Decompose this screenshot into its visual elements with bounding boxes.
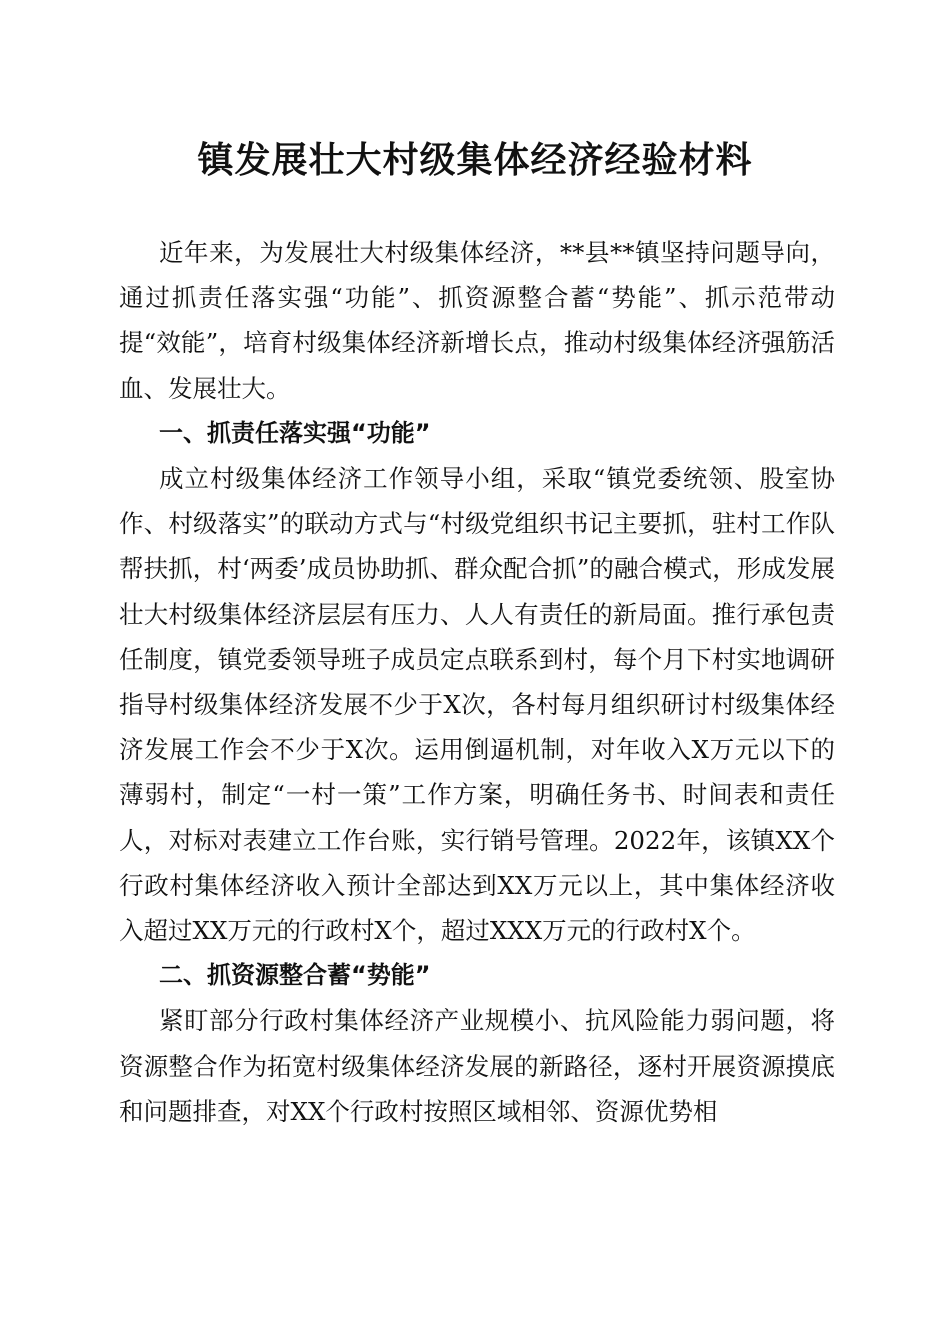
document-title: 镇发展壮大村级集体经济经验材料	[197, 139, 753, 181]
intro-paragraph: 近年来，为发展壮大村级集体经济，**县**镇坚持问题导向，通过抓责任落实强“功能”、抓资源整合蓄“势能”、抓示范带动提“效能”，培育村级集体经济新增长点，推动村级集体经济强筋活血、发展壮大。	[119, 238, 835, 403]
section-1-paragraph: 成立村级集体经济工作领导小组，采取“镇党委统领、股室协作、村级落实”的联动方式与“村级党组织书记主要抓，驻村工作队帮扶抓，村‘两委’成员协助抓、群众配合抓”的融合模式，形成发展壮大村级集体经济层层有压力、人人有责任的新局面。推行承包责任制度，镇党委领导班子成员定点联系到村，每个月下村实地调研指导村级集体经济发展不少于X次，各村每月组织研讨村级集体经济发展工作会不少于X次。运用倒逼机制，对年收入X万元以下的薄弱村，制定“一村一策”工作方案，明确任务书、时间表和责任人，对标对表建立工作台账，实行销号管理。2022年，该镇XX个行政村集体经济收入预计全部达到XX万元以上，其中集体经济收入超过XX万元的行政村X个，超过XXX万元的行政村X个。	[119, 464, 835, 946]
section-2-paragraph: 紧盯部分行政村集体经济产业规模小、抗风险能力弱问题，将资源整合作为拓宽村级集体经济发展的新路径，逐村开展资源摸底和问题排查，对XX个行政村按照区域相邻、资源优势相	[119, 1006, 835, 1126]
section-2-heading: 二、抓资源整合蓄“势能”	[159, 961, 431, 990]
document-body	[119, 230, 835, 1134]
section-1-heading: 一、抓责任落实强“功能”	[159, 418, 431, 447]
